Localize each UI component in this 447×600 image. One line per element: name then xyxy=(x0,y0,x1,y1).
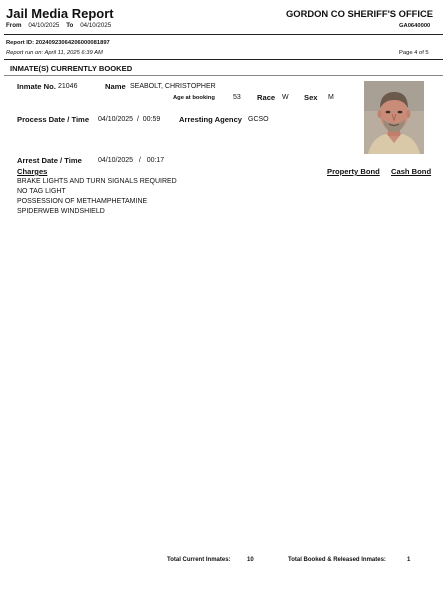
total-current-value: 10 xyxy=(247,557,254,563)
arrest-time: 00:17 xyxy=(146,157,165,164)
arrest-datetime xyxy=(98,157,164,164)
inmate-photo xyxy=(364,81,424,154)
section-rule-top xyxy=(4,59,443,60)
report-id: Report ID: 20240923064206000081897 xyxy=(6,40,110,46)
process-date: 04/10/2025 xyxy=(98,116,134,123)
cash-bond-header: Cash Bond xyxy=(391,167,432,176)
from-label: From xyxy=(6,22,22,29)
total-booked-label: Total Booked & Released Inmates: xyxy=(288,557,386,563)
race-value: W xyxy=(282,94,289,101)
sex-value: M xyxy=(328,94,334,101)
report-run-on: Report run on: April 11, 2025 6:39 AM xyxy=(6,50,103,56)
process-label: Process Date / Time xyxy=(17,115,90,124)
arrest-date: 04/10/2025 xyxy=(98,157,134,164)
arrest-label: Arrest Date / Time xyxy=(17,156,82,165)
date-range xyxy=(6,22,111,29)
charge-item: POSSESSION OF METHAMPHETAMINE xyxy=(17,198,148,205)
page-number: Page 4 of 5 xyxy=(399,50,429,56)
inmate-no-label: Inmate No. xyxy=(17,82,56,91)
section-rule-bottom xyxy=(4,75,443,76)
property-bond-header: Property Bond xyxy=(327,167,380,176)
to-label: To xyxy=(66,22,74,29)
agency-name: GORDON CO SHERIFF'S OFFICE xyxy=(286,8,434,19)
age-label: Age at booking xyxy=(173,95,215,101)
report-title: Jail Media Report xyxy=(6,6,114,21)
charges-header: Charges xyxy=(17,167,48,176)
arresting-agency-label: Arresting Agency xyxy=(179,115,243,124)
name-label: Name xyxy=(105,82,126,91)
agency-code: GA0640000 xyxy=(399,23,431,29)
process-time: 00:59 xyxy=(142,116,161,123)
charge-item: NO TAG LIGHT xyxy=(17,188,66,195)
arrest-sep: / xyxy=(138,157,141,164)
from-date: 04/10/2025 xyxy=(28,22,60,29)
section-title: INMATE(S) CURRENTLY BOOKED xyxy=(10,64,133,73)
charge-item: BRAKE LIGHTS AND TURN SIGNALS REQUIRED xyxy=(17,178,177,185)
to-date: 04/10/2025 xyxy=(80,22,112,29)
total-current-label: Total Current Inmates: xyxy=(167,557,231,563)
age-value: 53 xyxy=(233,94,241,101)
process-datetime xyxy=(98,116,160,123)
race-label: Race xyxy=(257,93,276,102)
inmate-name: SEABOLT, CHRISTOPHER xyxy=(130,83,216,90)
arresting-agency-value: GCSO xyxy=(248,116,269,123)
process-sep: / xyxy=(136,116,139,123)
sex-label: Sex xyxy=(304,93,318,102)
mugshot-image xyxy=(364,81,424,154)
total-booked-value: 1 xyxy=(407,557,411,563)
inmate-no: 21046 xyxy=(58,83,78,90)
charge-item: SPIDERWEB WINDSHIELD xyxy=(17,208,105,215)
header-rule xyxy=(4,34,443,35)
